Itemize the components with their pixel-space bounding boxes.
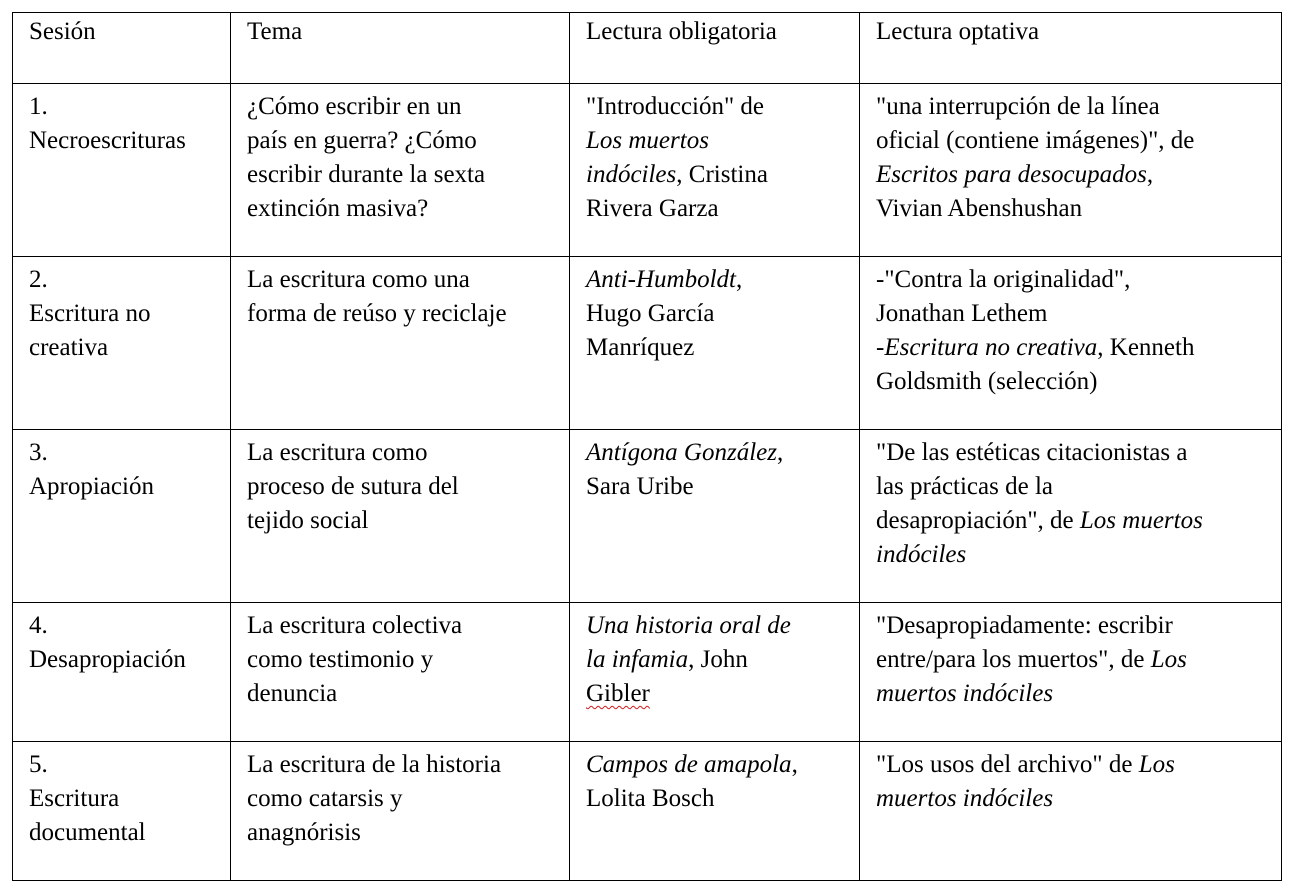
topic-cell: La escritura colectiva como testimonio y denuncia (231, 603, 570, 742)
topic-cell: La escritura como proceso de sutura del tejido social (231, 430, 570, 603)
session-cell: 2. Escritura no creativa (13, 257, 231, 430)
topic-cell: ¿Cómo escribir en un país en guerra? ¿Cómo escribir durante la sexta extinción masiva? (231, 84, 570, 257)
header-row (13, 13, 1282, 84)
table-row (13, 742, 1282, 881)
optional-reading-cell: "Los usos del archivo" de Los muertos indóciles (860, 742, 1282, 881)
header-topic: Tema (231, 13, 570, 84)
table-row (13, 84, 1282, 257)
topic-cell: La escritura de la historia como catarsis y anagnórisis (231, 742, 570, 881)
required-reading-cell: Anti-Humboldt, Hugo García Manríquez (570, 257, 860, 430)
header-session: Sesión (13, 13, 231, 84)
required-reading-cell: "Introducción" de Los muertos indóciles, Cristina Rivera Garza (570, 84, 860, 257)
required-reading-cell: Una historia oral de la infamia, John Gibler (570, 603, 860, 742)
optional-reading-cell: "De las estéticas citacionistas a las prácticas de la desapropiación", de Los muertos indóciles (860, 430, 1282, 603)
required-reading-cell: Antígona González, Sara Uribe (570, 430, 860, 603)
header-optional-reading: Lectura optativa (860, 13, 1282, 84)
session-cell: 4. Desapropiación (13, 603, 231, 742)
topic-cell: La escritura como una forma de reúso y reciclaje (231, 257, 570, 430)
table-row (13, 603, 1282, 742)
session-cell: 1. Necroescrituras (13, 84, 231, 257)
header-required-reading: Lectura obligatoria (570, 13, 860, 84)
spellcheck-underline: Gibler (586, 680, 650, 707)
session-cell: 5. Escritura documental (13, 742, 231, 881)
optional-reading-cell: -"Contra la originalidad", Jonathan Lethem -Escritura no creativa, Kenneth Goldsmith (selección) (860, 257, 1282, 430)
session-cell: 3. Apropiación (13, 430, 231, 603)
syllabus-table (12, 12, 1282, 881)
optional-reading-cell: "una interrupción de la línea oficial (contiene imágenes)", de Escritos para desocupados, Vivian Abenshushan (860, 84, 1282, 257)
table-row (13, 257, 1282, 430)
optional-reading-cell: "Desapropiadamente: escribir entre/para los muertos", de Los muertos indóciles (860, 603, 1282, 742)
table-row (13, 430, 1282, 603)
required-reading-cell: Campos de amapola, Lolita Bosch (570, 742, 860, 881)
